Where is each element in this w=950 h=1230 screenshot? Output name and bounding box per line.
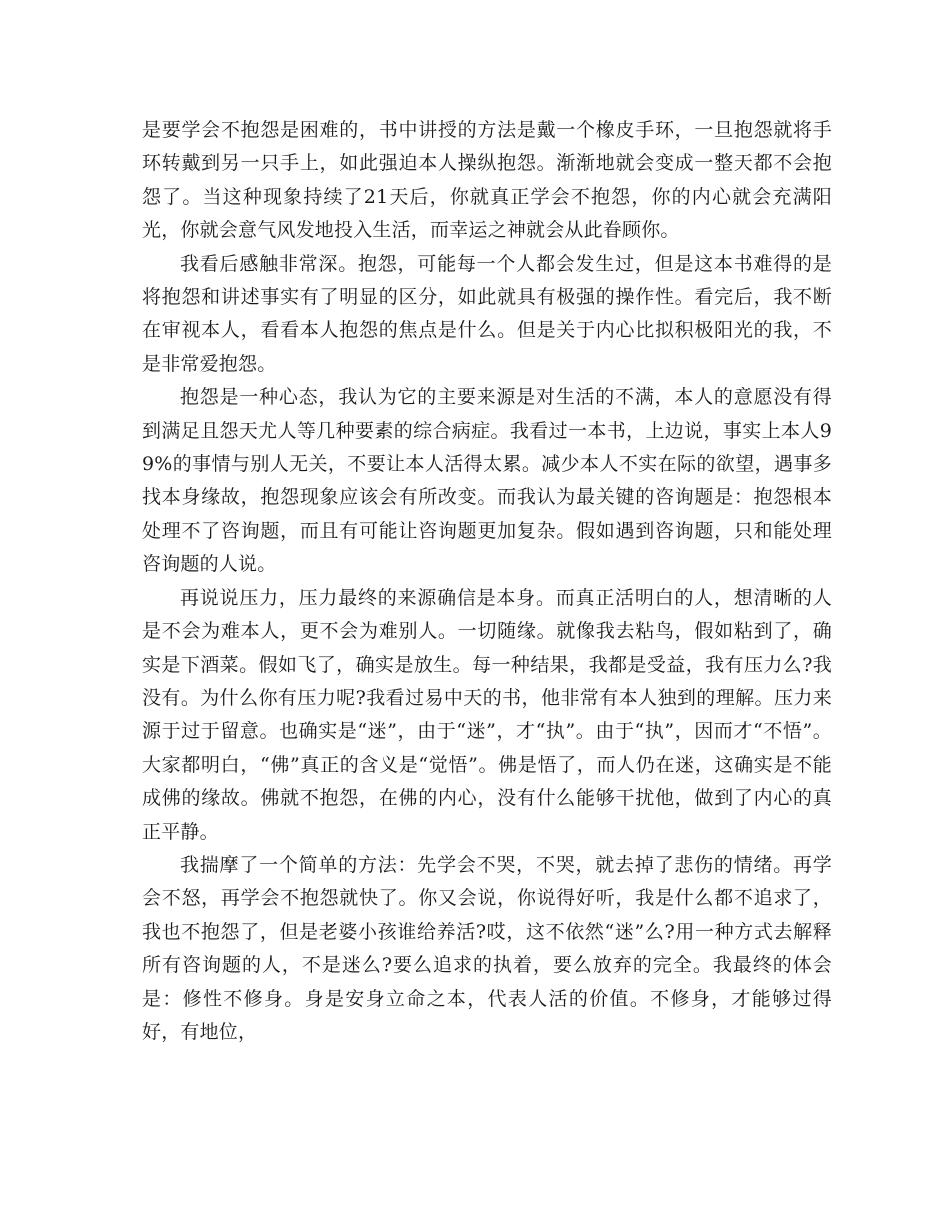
paragraph-2: 我看后感触非常深。抱怨，可能每一个人都会发生过，但是这本书难得的是将抱怨和讲述事实有了明显的区分，如此就具有极强的操作性。看完后，我不断在审视本人，看看本人抱怨的焦点是什么。但是关于内心比拟积极阳光的我，不是非常爱抱怨。 [142, 252, 832, 375]
paragraph-5: 我揣摩了一个简单的方法：先学会不哭，不哭，就去掉了悲伤的情绪。再学会不怒，再学会不抱怨就快了。你又会说，你说得好听，我是什么都不追求了，我也不抱怨了，但是老婆小孩谁给养活?哎，这不依然“迷”么?用一种方式去解释所有咨询题的人，不是迷么?要么追求的执着，要么放弃的完全。我最终的体会是：修性不修身。身是安身立命之本，代表人活的价值。不修身，才能够过得好，有地位， [142, 853, 832, 1043]
paragraph-3: 抱怨是一种心态，我认为它的主要来源是对生活的不满，本人的意愿没有得到满足且怨天尤人等几种要素的综合病症。我看过一本书，上边说，事实上本人99%的事情与别人无关，不要让本人活得太累。减少本人不实在际的欲望，遇事多找本身缘故，抱怨现象应该会有所改变。而我认为最关键的咨询题是：抱怨根本处理不了咨询题，而且有可能让咨询题更加复杂。假如遇到咨询题，只和能处理咨询题的人说。 [142, 386, 832, 576]
paragraph-4: 再说说压力，压力最终的来源确信是本身。而真正活明白的人，想清晰的人是不会为难本人，更不会为难别人。一切随缘。就像我去粘鸟，假如粘到了，确实是下酒菜。假如飞了，确实是放生。每一种结果，我都是受益，我有压力么?我没有。为什么你有压力呢?我看过易中天的书，他非常有本人独到的理解。压力来源于过于留意。也确实是“迷”，由于“迷”，才“执”。由于“执”，因而才“不悟”。大家都明白，“佛”真正的含义是“觉悟”。佛是悟了，而人仍在迷，这确实是不能成佛的缘故。佛就不抱怨，在佛的内心，没有什么能够干扰他，做到了内心的真正平静。 [142, 586, 832, 843]
paragraph-1: 是要学会不抱怨是困难的，书中讲授的方法是戴一个橡皮手环，一旦抱怨就将手环转戴到另一只手上，如此强迫本人操纵抱怨。渐渐地就会变成一整天都不会抱怨了。当这种现象持续了21天后，你就真正学会不抱怨，你的内心就会充满阳光，你就会意气风发地投入生活，而幸运之神就会从此眷顾你。 [142, 119, 832, 242]
document-body [142, 114, 832, 1049]
